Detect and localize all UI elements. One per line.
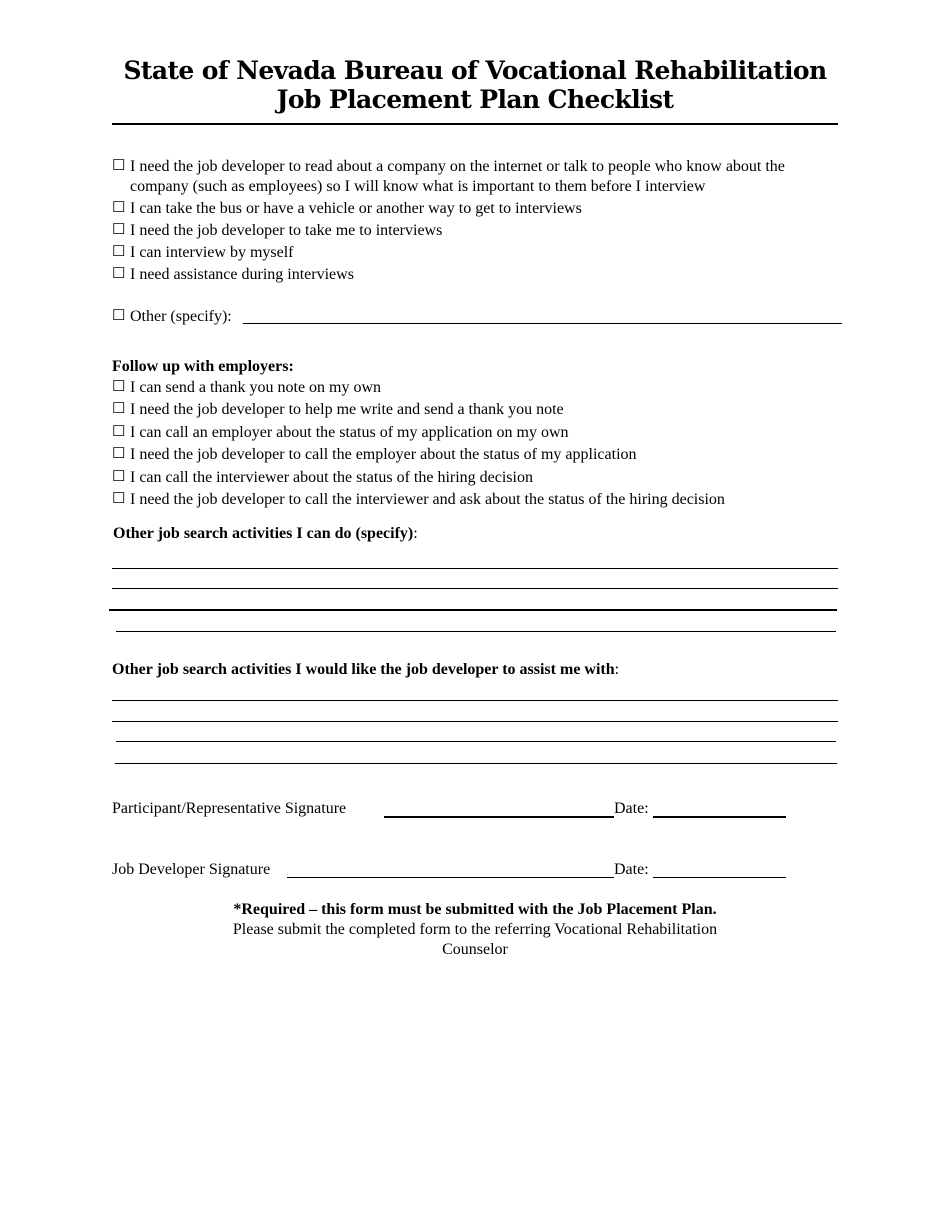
- submission-instruction-line-2: Counselor: [442, 941, 508, 958]
- title-line-2: Job Placement Plan Checklist: [276, 85, 674, 114]
- checklist-item: [112, 157, 812, 196]
- checkbox[interactable]: ☐: [112, 158, 126, 174]
- heading-colon: :: [413, 525, 418, 542]
- checklist-item: [112, 445, 812, 465]
- checklist-item: [112, 468, 812, 488]
- write-in-line[interactable]: [112, 568, 838, 569]
- job-developer-date-field[interactable]: [653, 877, 786, 878]
- checkbox[interactable]: ☐: [112, 468, 126, 485]
- write-in-line[interactable]: [112, 721, 838, 722]
- checkbox[interactable]: ☐: [112, 265, 126, 282]
- checklist-item: [112, 378, 812, 398]
- job-developer-signature-label: Job Developer Signature: [112, 861, 271, 878]
- checkbox[interactable]: ☐: [112, 490, 126, 507]
- participant-date-label: Date:: [614, 800, 649, 817]
- checklist-item-label: I need the job developer to read about a company on the internet or talk to people who know about the company (such as employees) so I will know what is important to them before I interview: [130, 158, 785, 195]
- checklist-item-label: I need the job developer to call the interviewer and ask about the status of the hiring decision: [130, 490, 725, 508]
- checkbox[interactable]: ☐: [112, 379, 126, 395]
- assist-activities-heading-text: Other job search activities I would like the job developer to assist me with: [112, 661, 615, 678]
- write-in-line[interactable]: [112, 588, 838, 589]
- checkbox[interactable]: ☐: [112, 199, 126, 216]
- follow-up-heading: Follow up with employers:: [112, 358, 294, 375]
- checklist-item-label: I need the job developer to take me to interviews: [130, 221, 443, 239]
- write-in-line[interactable]: [116, 631, 836, 632]
- checkbox[interactable]: ☐: [112, 308, 126, 324]
- checklist-item-label: I can call the interviewer about the status of the hiring decision: [130, 468, 533, 486]
- job-developer-date-label: Date:: [614, 861, 649, 878]
- other-specify-input-line[interactable]: [243, 323, 842, 324]
- checklist-item: [112, 490, 812, 510]
- checklist-item-label: I need the job developer to call the employer about the status of my application: [130, 446, 637, 464]
- checkbox[interactable]: ☐: [112, 423, 126, 440]
- checkbox[interactable]: ☐: [112, 221, 126, 238]
- title-divider: [112, 123, 838, 125]
- checklist-item: [112, 423, 812, 443]
- heading-colon: :: [614, 661, 620, 678]
- follow-up-checklist: [112, 378, 812, 512]
- other-activities-heading-text: Other job search activities I can do (specify): [113, 525, 414, 542]
- checkbox[interactable]: ☐: [112, 401, 126, 418]
- required-note: *Required – this form must be submitted with the Job Placement Plan.: [233, 901, 717, 918]
- other-activities-heading: [113, 524, 418, 543]
- write-in-line[interactable]: [109, 609, 837, 611]
- participant-signature-field[interactable]: [384, 816, 614, 818]
- checkbox[interactable]: ☐: [112, 243, 126, 260]
- checklist-item-label: I can interview by myself: [130, 243, 294, 261]
- checklist-item-label: I need the job developer to help me write and send a thank you note: [130, 401, 564, 419]
- assist-activities-heading: [112, 660, 619, 679]
- checklist-item-label: I can send a thank you note on my own: [130, 379, 382, 396]
- checklist-item-label: I can call an employer about the status of my application on my own: [130, 423, 569, 441]
- write-in-line[interactable]: [115, 763, 837, 764]
- footer-note: [112, 900, 838, 960]
- write-in-line[interactable]: [116, 741, 836, 742]
- checklist-item-label: I can take the bus or have a vehicle or another way to get to interviews: [130, 199, 582, 217]
- participant-signature-label: Participant/Representative Signature: [112, 800, 347, 817]
- checklist-item: [112, 243, 812, 263]
- job-developer-signature-field[interactable]: [287, 877, 614, 878]
- checklist-item: [112, 400, 812, 420]
- checklist-item: [112, 265, 812, 285]
- page-title: [112, 56, 838, 114]
- interview-checklist: [112, 157, 812, 287]
- other-specify-label: Other (specify):: [130, 308, 232, 325]
- checklist-item-label: I need assistance during interviews: [130, 265, 354, 283]
- checklist-item: [112, 221, 812, 241]
- write-in-line[interactable]: [112, 700, 838, 701]
- submission-instruction-line-1: Please submit the completed form to the referring Vocational Rehabilitation: [232, 921, 718, 938]
- checklist-item: [112, 199, 812, 219]
- checkbox[interactable]: ☐: [112, 446, 126, 463]
- title-line-1: State of Nevada Bureau of Vocational Rehabilitation: [123, 56, 827, 85]
- other-specify-row: [112, 307, 232, 327]
- participant-date-field[interactable]: [653, 816, 786, 818]
